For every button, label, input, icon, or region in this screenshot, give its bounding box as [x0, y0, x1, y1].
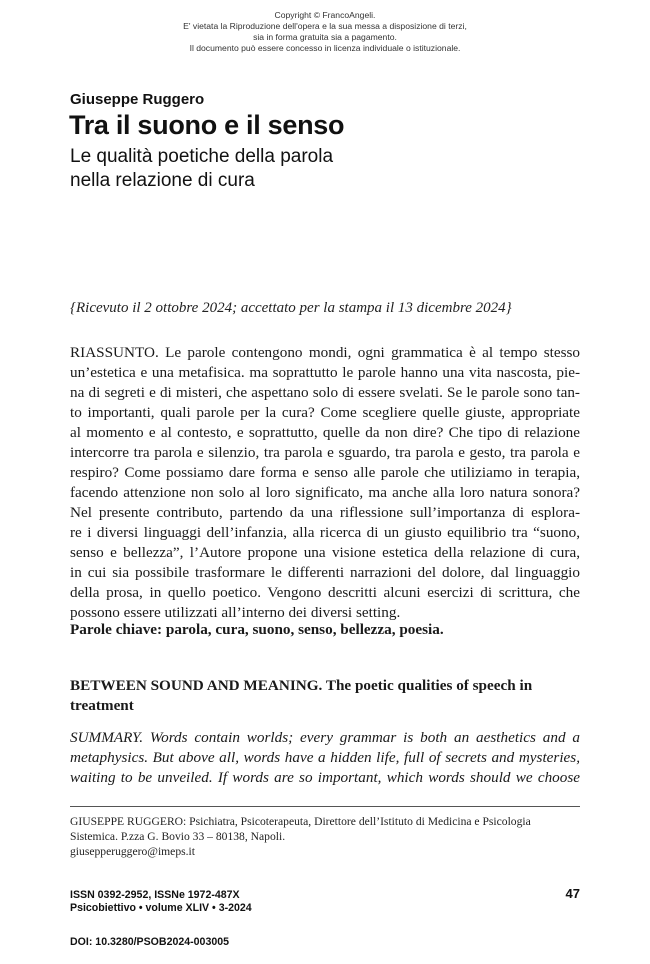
english-title-line: BETWEEN SOUND AND MEANING. The poetic qualities of speech in [70, 677, 533, 694]
issn: ISSN 0392-2952, ISSNe 1972-487X [70, 889, 240, 901]
abstract-line: della prosa, in quello poetico. Vengono descritti alcuni esercizi di scrittura, che [70, 584, 580, 601]
affiliation-line: GIUSEPPE RUGGERO: Psichiatra, Psicoterapeuta, Direttore dell’Istituto di Medicina e Psicologia [70, 815, 531, 828]
abstract-italian [70, 343, 580, 623]
article-author: Giuseppe Ruggero [70, 91, 205, 108]
abstract-line: senso e bellezza”, l’Autore propone una visione estetica della relazione di cura, [70, 544, 580, 561]
abstract-line: al momento e al contesto, e soprattutto, quelle da non dire? Che tipo di relazione [70, 424, 580, 441]
subtitle-line: Le qualità poetiche della parola [70, 146, 334, 167]
english-title-line: treatment [70, 697, 134, 714]
article-title: Tra il suono e il senso [69, 110, 345, 140]
journal-issue: Psicobiettivo • volume XLIV • 3-2024 [70, 902, 252, 914]
page-number: 47 [565, 886, 580, 901]
abstract-line: re i diversi linguaggi dell’infanzia, alla ricerca di un giusto equilibrio tra “suono, [70, 524, 580, 541]
abstract-line: in cui sia possibile trasformare le differenti narrazioni del dolore, dal linguaggio [70, 564, 580, 581]
subtitle-line: nella relazione di cura [70, 170, 255, 191]
article-subtitle [70, 145, 333, 193]
abstract-line: facendo attenzione non solo al loro significato, ma anche alla loro natura sonora? [70, 484, 580, 501]
abstract-english [70, 728, 580, 788]
english-title [70, 676, 580, 716]
keywords: Parole chiave: parola, cura, suono, senso, bellezza, poesia. [70, 621, 444, 638]
summary-line: SUMMARY. Words contain worlds; every grammar is both an aesthetics and a [70, 729, 580, 746]
journal-footer [70, 889, 252, 915]
received-dates: {Ricevuto il 2 ottobre 2024; accettato per la stampa il 13 dicembre 2024} [70, 300, 512, 316]
affiliation-line: Sistemica. P.zza G. Bovio 33 – 80138, Napoli. [70, 830, 286, 843]
copyright-line: sia in forma gratuita sia a pagamento. [253, 32, 397, 42]
copyright-line: E' vietata la Riproduzione dell'opera e la sua messa a disposizione di terzi, [183, 21, 467, 31]
footnote-divider [70, 806, 580, 807]
doi: DOI: 10.3280/PSOB2024-003005 [70, 936, 230, 948]
copyright-notice [0, 10, 650, 54]
abstract-line: intercorre tra parola e silenzio, tra parola e sguardo, tra parola e gesto, tra parola e [70, 444, 580, 461]
author-affiliation [70, 814, 580, 859]
abstract-line: un’estetica e una metafisica. ma soprattutto le parole hanno una vita nascosta, pie- [70, 364, 580, 381]
abstract-line: to importanti, quali parole per la cura? Come scegliere quelle giuste, appropriate [70, 404, 580, 421]
copyright-line: Copyright © FrancoAngeli. [274, 10, 376, 20]
abstract-line: possono essere utilizzati all’interno dei diversi setting. [70, 604, 401, 621]
copyright-line: Il documento può essere concesso in licenza individuale o istituzionale. [189, 43, 461, 53]
summary-line: metaphysics. But above all, words have a hidden life, full of secrets and mysteries, [70, 749, 580, 766]
abstract-line: RIASSUNTO. Le parole contengono mondi, ogni grammatica è al tempo stesso [70, 344, 580, 361]
abstract-line: Nel presente contributo, partendo da una riflessione sull’importanza di esplora- [70, 504, 580, 521]
abstract-line: na di segreti e di misteri, che aspettano solo di essere svelati. Se le parole sono tan- [70, 384, 580, 401]
abstract-line: respiro? Come possiamo dare forma e senso alle parole che utiliziamo in terapia, [70, 464, 580, 481]
author-email: giusepperuggero@imeps.it [70, 845, 195, 858]
summary-line: waiting to be unveiled. If words are so important, which words should we choose [70, 769, 580, 786]
